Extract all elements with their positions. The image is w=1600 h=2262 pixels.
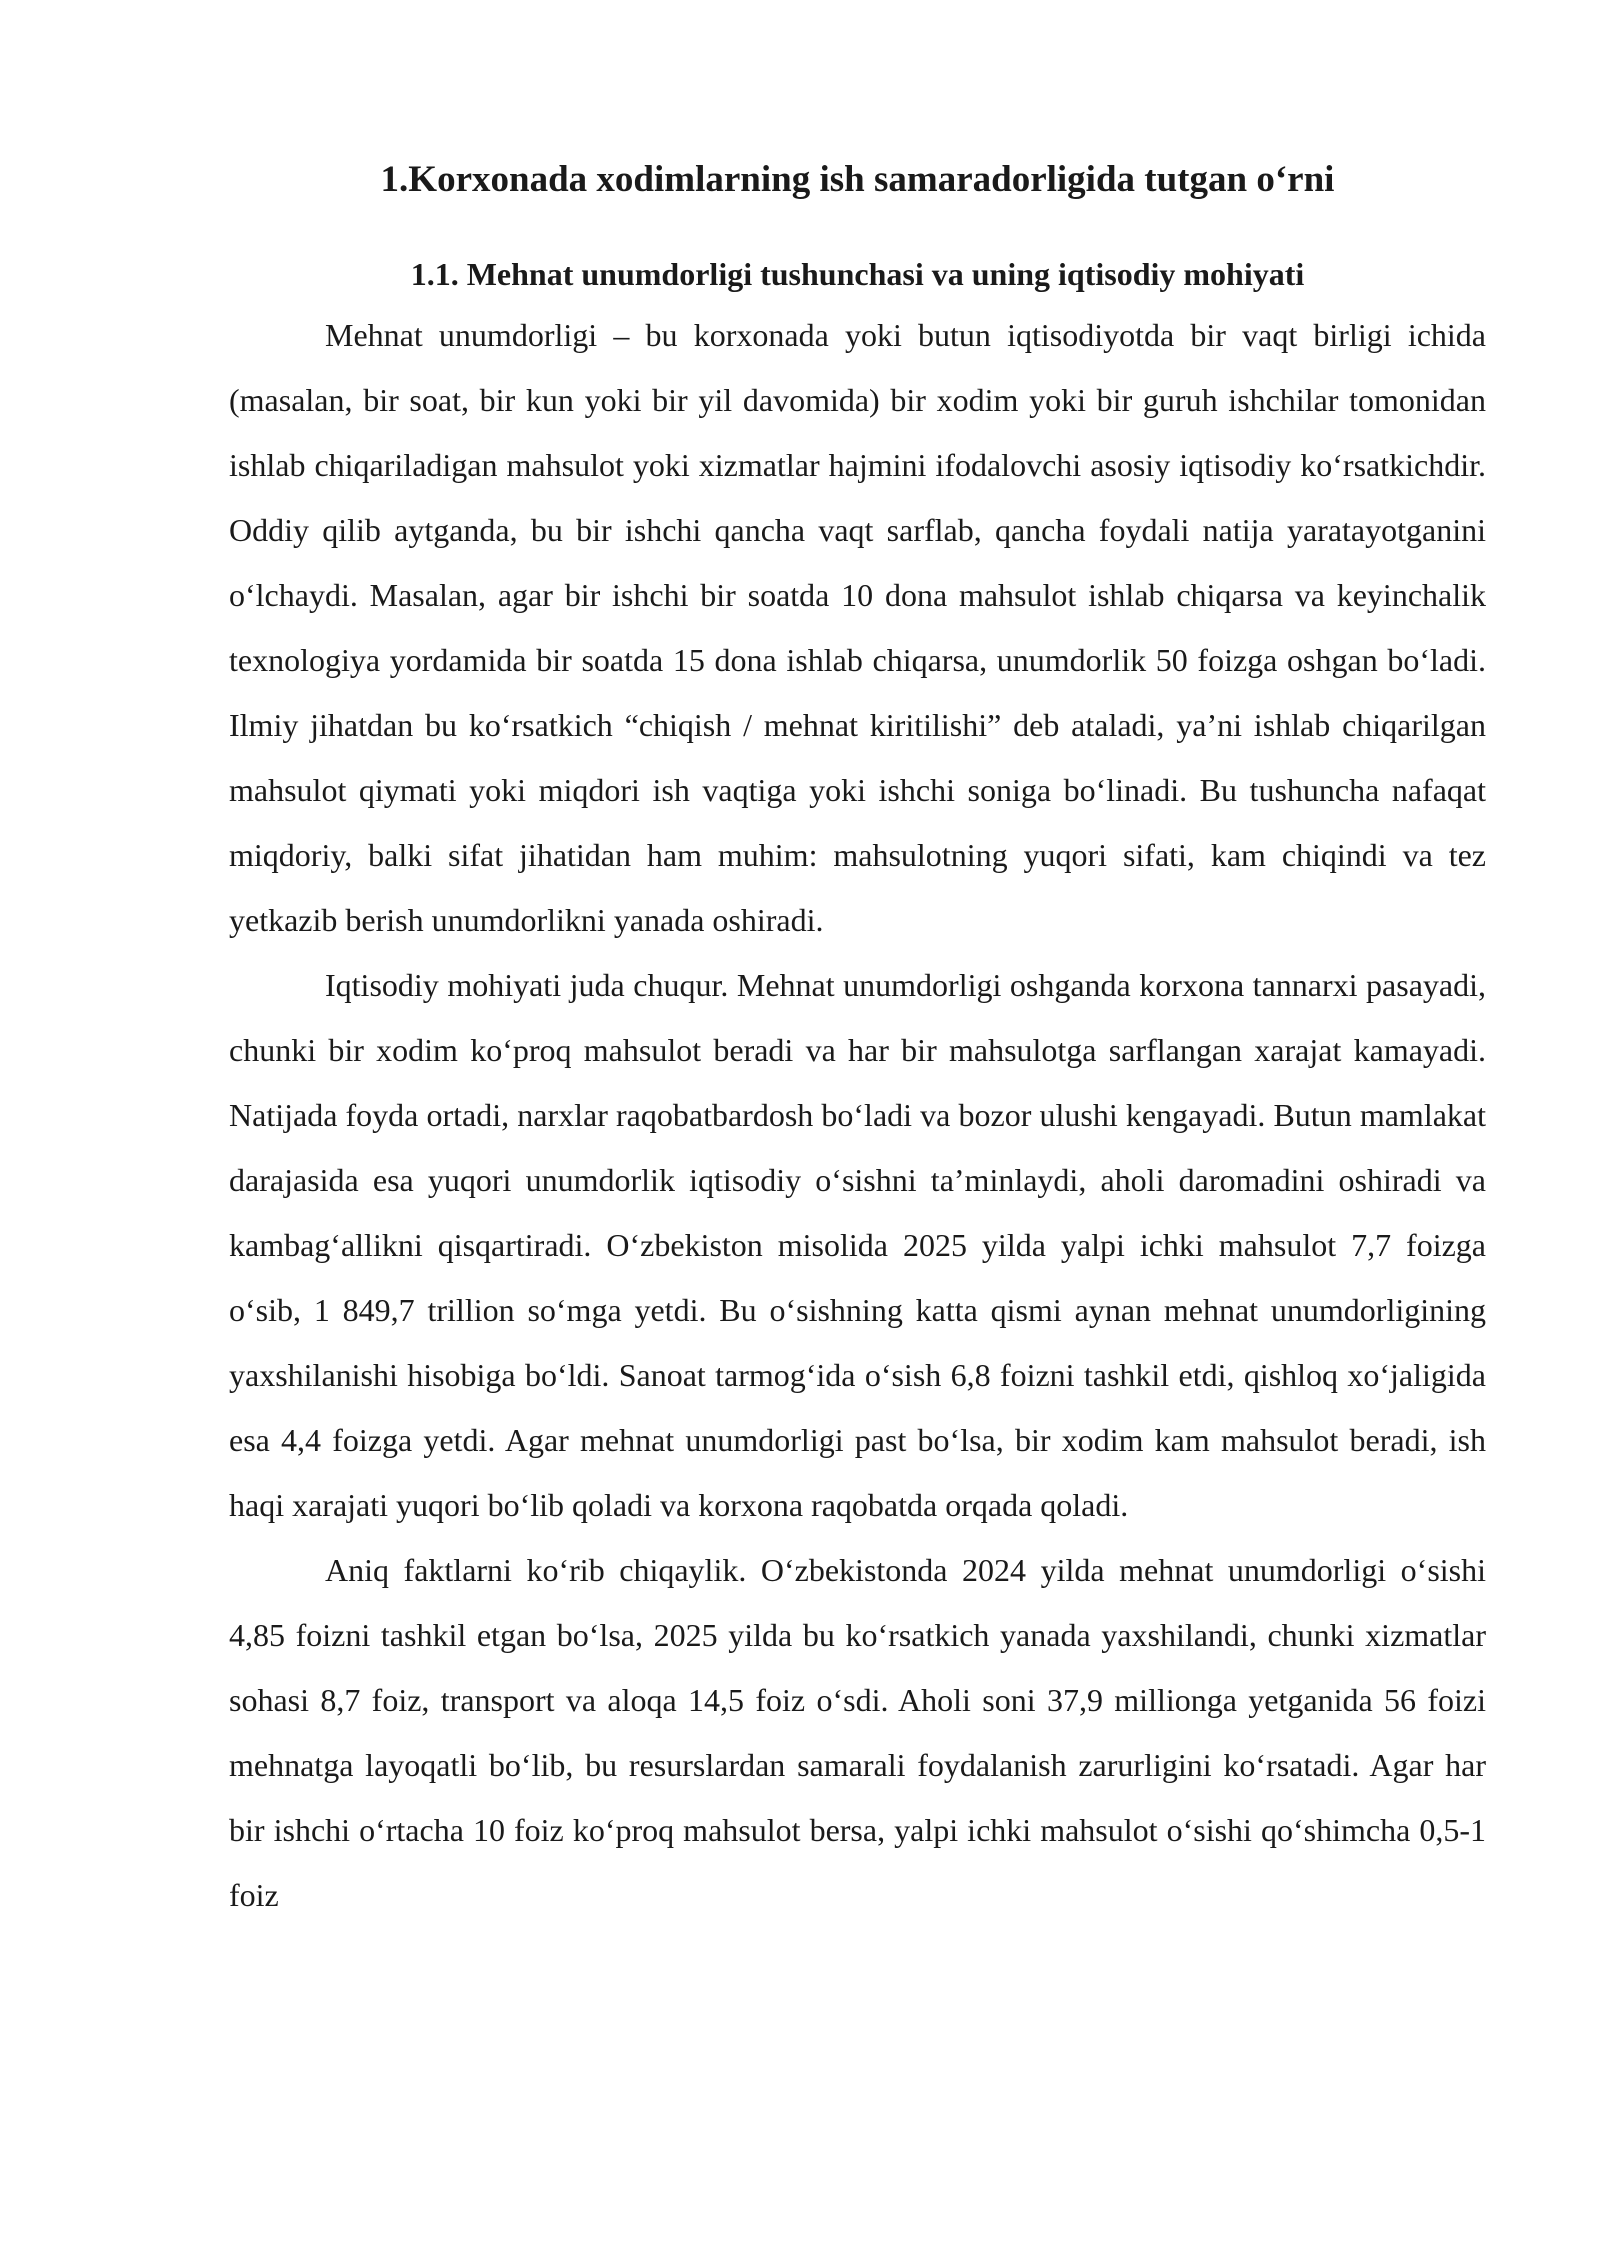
chapter-title: 1.Korxonada xodimlarning ish samaradorligida tutgan o‘rni <box>380 159 1335 200</box>
paragraph-facts: Aniq faktlarni ko‘rib chiqaylik. O‘zbekistonda 2024 yilda mehnat unumdorligi o‘sishi 4,85 foizni tashkil etgan bo‘lsa, 2025 yilda bu ko‘rsatkich yanada yaxshilandi, chunki xizmatlar sohasi 8,7 foiz, transport va aloqa 14,5 foiz o‘sdi. Aholi soni 37,9 millionga yetganida 56 foizi mehnatga layoqatli bo‘lib, bu resurslardan samarali foydalanish zarurligini ko‘rsatadi. Agar har bir ishchi o‘rtacha 10 foiz ko‘proq mahsulot bersa, yalpi ichki mahsulot o‘sishi qo‘shimcha 0,5-1 foiz <box>229 1552 1486 1913</box>
paragraph-economic-essence: Iqtisodiy mohiyati juda chuqur. Mehnat unumdorligi oshganda korxona tannarxi pasayadi, chunki bir xodim ko‘proq mahsulot beradi va har bir mahsulotga sarflangan xarajat kamayadi. Natijada foyda ortadi, narxlar raqobatbardosh bo‘ladi va bozor ulushi kengayadi. Butun mamlakat darajasida esa yuqori unumdorlik iqtisodiy o‘sishni ta’minlaydi, aholi daromadini oshiradi va kambag‘allikni qisqartiradi. O‘zbekiston misolida 2025 yilda yalpi ichki mahsulot 7,7 foizga o‘sib, 1 849,7 trillion so‘mga yetdi. Bu o‘sishning katta qismi aynan mehnat unumdorligining yaxshilanishi hisobiga bo‘ldi. Sanoat tarmog‘ida o‘sish 6,8 foizni tashkil etdi, qishloq xo‘jaligida esa 4,4 foizga yetdi. Agar mehnat unumdorligi past bo‘lsa, bir xodim kam mahsulot beradi, ish haqi xarajati yuqori bo‘lib qoladi va korxona raqobatda orqada qoladi. <box>229 967 1486 1523</box>
body-text <box>229 303 1486 1928</box>
section-title: 1.1. Mehnat unumdorligi tushunchasi va uning iqtisodiy mohiyati <box>410 256 1305 292</box>
paragraph-definition: Mehnat unumdorligi – bu korxonada yoki butun iqtisodiyotda bir vaqt birligi ichida (masalan, bir soat, bir kun yoki bir yil davomida) bir xodim yoki bir guruh ishchilar tomonidan ishlab chiqariladigan mahsulot yoki xizmatlar hajmini ifodalovchi asosiy iqtisodiy ko‘rsatkichdir. Oddiy qilib aytganda, bu bir ishchi qancha vaqt sarflab, qancha foydali natija yaratayotganini o‘lchaydi. Masalan, agar bir ishchi bir soatda 10 dona mahsulot ishlab chiqarsa va keyinchalik texnologiya yordamida bir soatda 15 dona ishlab chiqarsa, unumdorlik 50 foizga oshgan bo‘ladi. Ilmiy jihatdan bu ko‘rsatkich “chiqish / mehnat kiritilishi” deb ataladi, ya’ni ishlab chiqarilgan mahsulot qiymati yoki miqdori ish vaqtiga yoki ishchi soniga bo‘linadi. Bu tushuncha nafaqat miqdoriy, balki sifat jihatidan ham muhim: mahsulotning yuqori sifati, kam chiqindi va tez yetkazib berish unumdorlikni yanada oshiradi. <box>229 317 1486 938</box>
